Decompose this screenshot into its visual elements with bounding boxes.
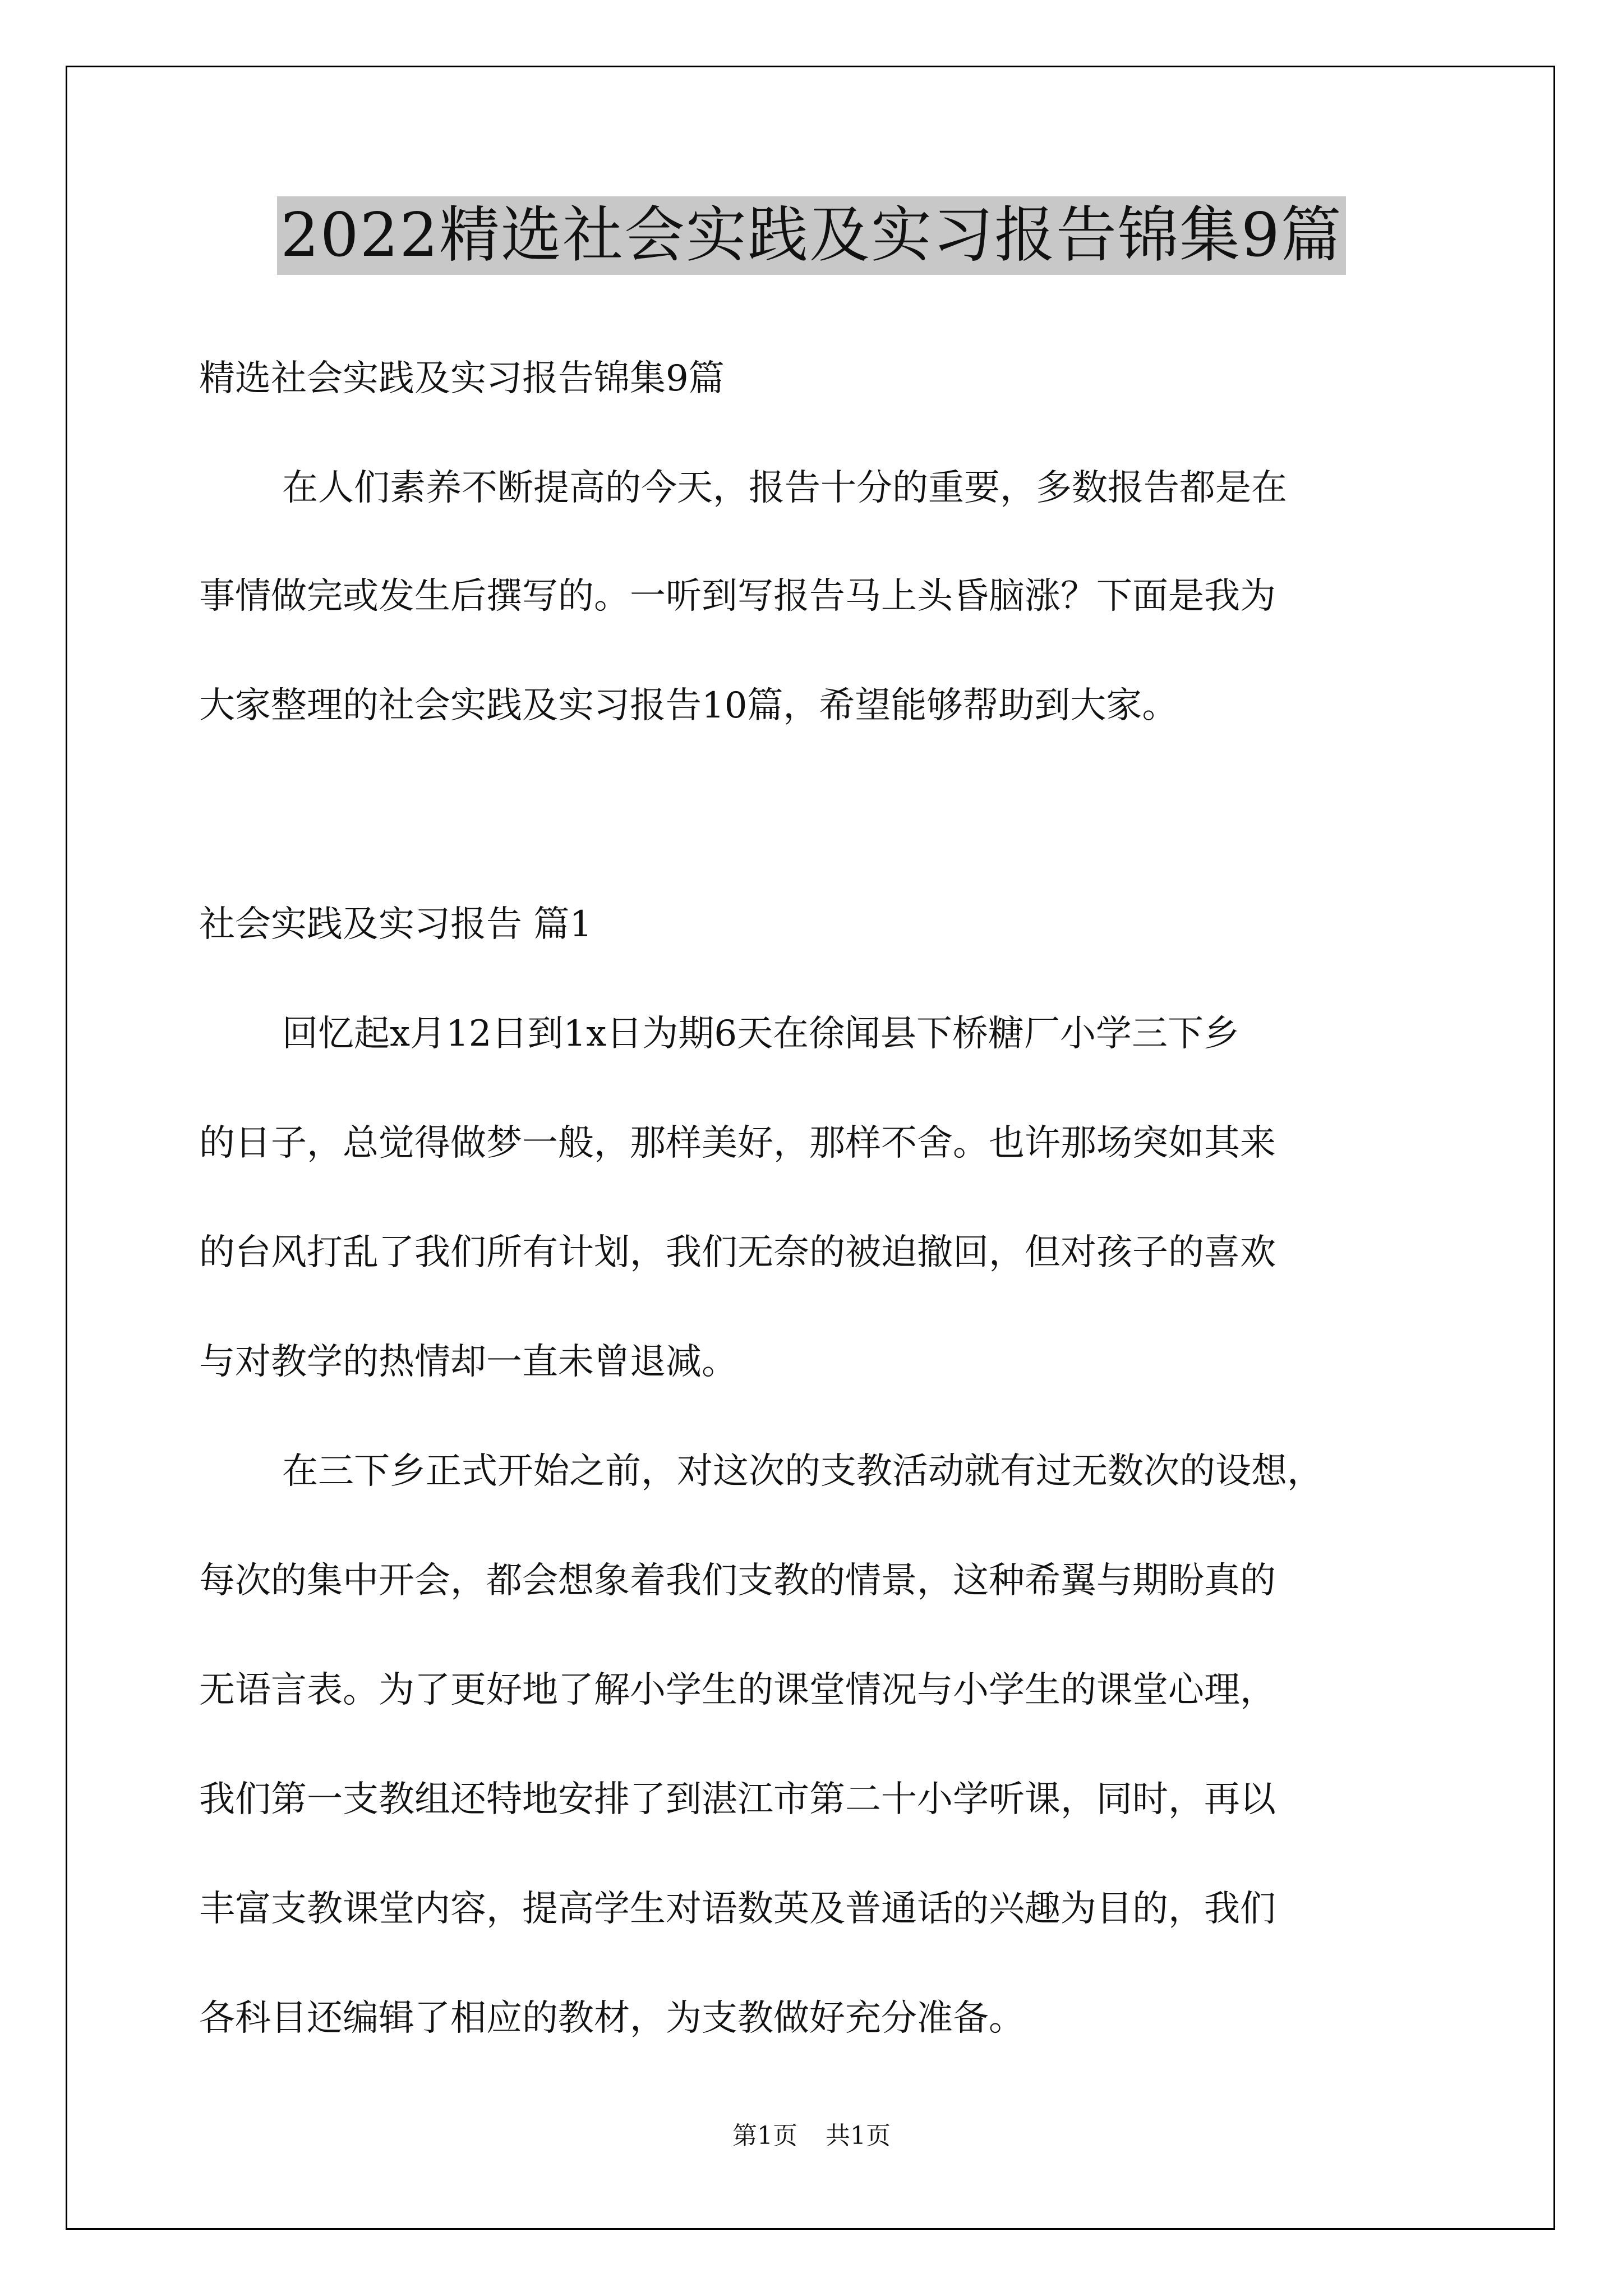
page-number: 第1页	[732, 2122, 797, 2150]
paragraph-line: 每次的集中开会，都会想象着我们支教的情景，这种希翼与期盼真的	[199, 1560, 1276, 1602]
intro-line: 事情做完或发生后撰写的。一听到写报告马上头昏脑涨？下面是我为	[199, 576, 1276, 617]
page-footer	[0, 2120, 1623, 2152]
document-title: 2022精选社会实践及实习报告锦集9篇	[277, 196, 1346, 275]
paragraph-line: 各科目还编辑了相应的教材，为支教做好充分准备。	[199, 1998, 1025, 2039]
intro-line: 大家整理的社会实践及实习报告10篇，希望能够帮助到大家。	[199, 685, 1178, 726]
section-heading: 社会实践及实习报告 篇1	[199, 904, 593, 945]
page-total: 共1页	[826, 2122, 891, 2150]
document-subtitle: 精选社会实践及实习报告锦集9篇	[199, 358, 725, 399]
paragraph-line: 在三下乡正式开始之前，对这次的支教活动就有过无数次的设想，	[282, 1451, 1323, 1492]
paragraph-line: 的日子，总觉得做梦一般，那样美好，那样不舍。也许那场突如其来	[199, 1122, 1276, 1164]
intro-line: 在人们素养不断提高的今天，报告十分的重要，多数报告都是在	[282, 467, 1287, 509]
paragraph-line: 回忆起x月12日到1x日为期6天在徐闻县下桥糖厂小学三下乡	[282, 1013, 1240, 1055]
paragraph-line: 丰富支教课堂内容，提高学生对语数英及普通话的兴趣为目的，我们	[199, 1888, 1276, 1930]
paragraph-line: 无语言表。为了更好地了解小学生的课堂情况与小学生的课堂心理，	[199, 1669, 1276, 1711]
title-block	[0, 196, 1623, 275]
paragraph-line: 我们第一支教组还特地安排了到湛江市第二十小学听课，同时，再以	[199, 1779, 1276, 1820]
paragraph-line: 的台风打乱了我们所有计划，我们无奈的被迫撤回，但对孩子的喜欢	[199, 1232, 1276, 1273]
paragraph-line: 与对教学的热情却一直未曾退减。	[199, 1341, 737, 1383]
